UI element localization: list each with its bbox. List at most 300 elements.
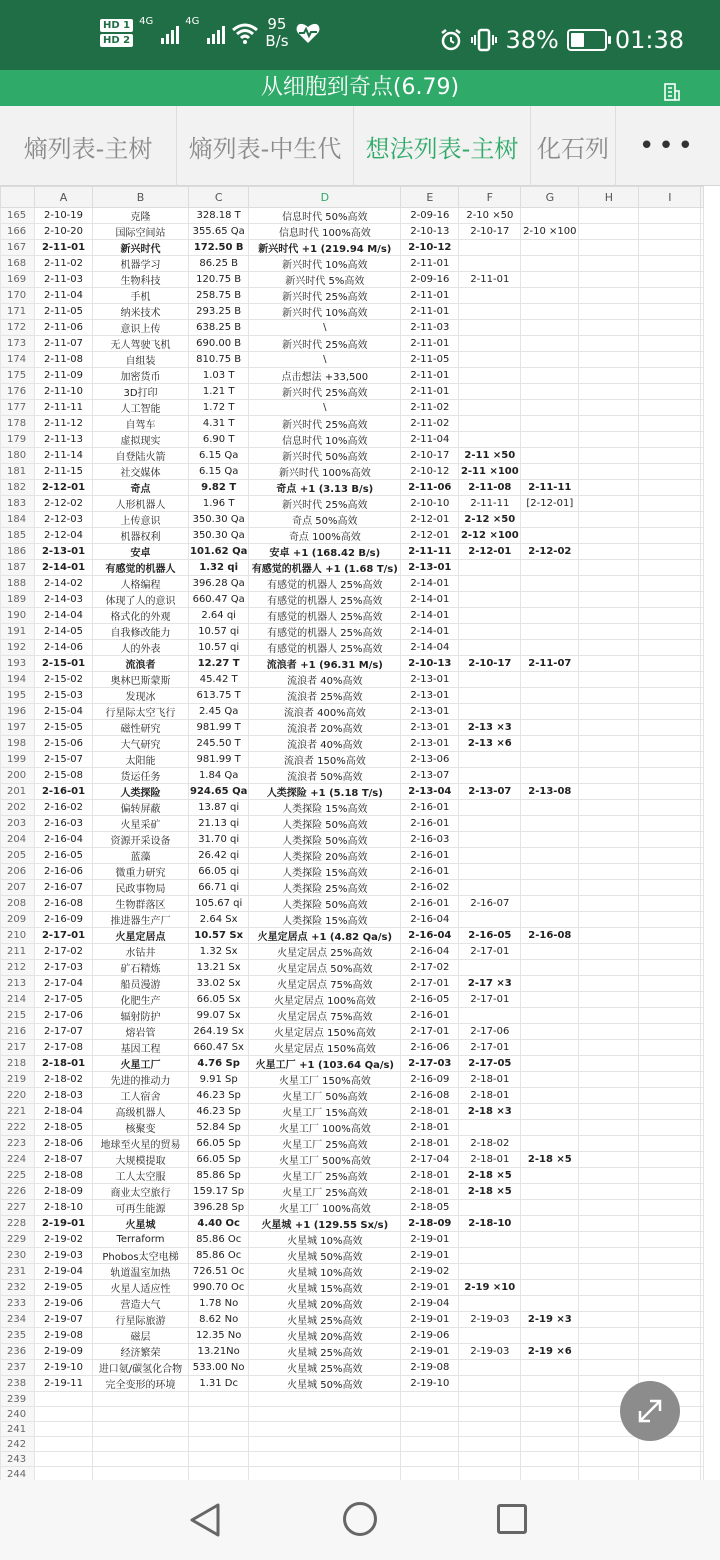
cell-a[interactable] bbox=[35, 1407, 93, 1422]
cell-c[interactable]: 9.91 Sp bbox=[189, 1072, 249, 1088]
cell-j[interactable] bbox=[701, 1407, 704, 1422]
cell-i[interactable] bbox=[639, 688, 701, 704]
cell-d[interactable] bbox=[249, 1422, 401, 1437]
cell-f[interactable]: 2-17 ×3 bbox=[459, 976, 521, 992]
column-header-b[interactable]: B bbox=[93, 187, 189, 208]
cell-b[interactable]: 自组装 bbox=[93, 352, 189, 368]
cell-d[interactable]: 信息时代 10%高效 bbox=[249, 432, 401, 448]
cell-f[interactable]: 2-18 ×5 bbox=[459, 1184, 521, 1200]
cell-g[interactable] bbox=[521, 1296, 579, 1312]
cell-j[interactable] bbox=[701, 832, 704, 848]
cell-e[interactable]: 2-16-09 bbox=[401, 1072, 459, 1088]
cell-h[interactable] bbox=[579, 656, 639, 672]
row-number[interactable]: 226 bbox=[1, 1184, 35, 1200]
cell-a[interactable]: 2-16-05 bbox=[35, 848, 93, 864]
cell-f[interactable] bbox=[459, 624, 521, 640]
cell-j[interactable] bbox=[701, 544, 704, 560]
cell-b[interactable]: 大规模提取 bbox=[93, 1152, 189, 1168]
cell-c[interactable]: 1.32 Sx bbox=[189, 944, 249, 960]
row-number[interactable]: 237 bbox=[1, 1360, 35, 1376]
cell-b[interactable]: 火星城 bbox=[93, 1216, 189, 1232]
cell-c[interactable]: 13.87 qi bbox=[189, 800, 249, 816]
cell-f[interactable] bbox=[459, 1296, 521, 1312]
row-number[interactable]: 170 bbox=[1, 288, 35, 304]
cell-d[interactable] bbox=[249, 1407, 401, 1422]
cell-b[interactable]: 船员漫游 bbox=[93, 976, 189, 992]
row-number[interactable]: 220 bbox=[1, 1088, 35, 1104]
cell-d[interactable]: 人类探险 15%高效 bbox=[249, 912, 401, 928]
cell-j[interactable] bbox=[701, 1452, 704, 1467]
cell-f[interactable]: 2-17-05 bbox=[459, 1056, 521, 1072]
cell-i[interactable] bbox=[639, 272, 701, 288]
row-number[interactable]: 175 bbox=[1, 368, 35, 384]
cell-d[interactable]: 火星工厂 100%高效 bbox=[249, 1200, 401, 1216]
cell-c[interactable]: 245.50 T bbox=[189, 736, 249, 752]
cell-c[interactable]: 12.35 No bbox=[189, 1328, 249, 1344]
cell-c[interactable]: 8.62 No bbox=[189, 1312, 249, 1328]
cell-c[interactable]: 45.42 T bbox=[189, 672, 249, 688]
cell-h[interactable] bbox=[579, 448, 639, 464]
cell-i[interactable] bbox=[639, 240, 701, 256]
cell-a[interactable]: 2-19-02 bbox=[35, 1232, 93, 1248]
cell-f[interactable] bbox=[459, 1452, 521, 1467]
cell-a[interactable]: 2-15-04 bbox=[35, 704, 93, 720]
cell-j[interactable] bbox=[701, 1216, 704, 1232]
row-number[interactable]: 196 bbox=[1, 704, 35, 720]
cell-h[interactable] bbox=[579, 928, 639, 944]
cell-g[interactable] bbox=[521, 864, 579, 880]
cell-f[interactable]: 2-13 ×3 bbox=[459, 720, 521, 736]
cell-h[interactable] bbox=[579, 1452, 639, 1467]
cell-b[interactable]: 营造大气 bbox=[93, 1296, 189, 1312]
cell-c[interactable]: 12.27 T bbox=[189, 656, 249, 672]
cell-b[interactable]: 格式化的外观 bbox=[93, 608, 189, 624]
row-number[interactable]: 176 bbox=[1, 384, 35, 400]
cell-j[interactable] bbox=[701, 480, 704, 496]
cell-d[interactable]: 火星城 25%高效 bbox=[249, 1344, 401, 1360]
cell-f[interactable]: 2-18-01 bbox=[459, 1152, 521, 1168]
cell-g[interactable] bbox=[521, 256, 579, 272]
cell-g[interactable] bbox=[521, 288, 579, 304]
cell-g[interactable] bbox=[521, 640, 579, 656]
cell-f[interactable]: 2-11-01 bbox=[459, 272, 521, 288]
cell-i[interactable] bbox=[639, 1152, 701, 1168]
cell-e[interactable]: 2-16-04 bbox=[401, 928, 459, 944]
cell-d[interactable]: 火星工厂 25%高效 bbox=[249, 1136, 401, 1152]
cell-g[interactable] bbox=[521, 736, 579, 752]
cell-c[interactable]: 86.25 B bbox=[189, 256, 249, 272]
cell-e[interactable]: 2-18-01 bbox=[401, 1168, 459, 1184]
cell-d[interactable]: 安卓 +1 (168.42 B/s) bbox=[249, 544, 401, 560]
cell-f[interactable] bbox=[459, 560, 521, 576]
cell-d[interactable]: 流浪者 20%高效 bbox=[249, 720, 401, 736]
cell-c[interactable]: 4.40 Oc bbox=[189, 1216, 249, 1232]
cell-j[interactable] bbox=[701, 1200, 704, 1216]
cell-a[interactable]: 2-11-08 bbox=[35, 352, 93, 368]
cell-d[interactable]: 新兴时代 25%高效 bbox=[249, 496, 401, 512]
cell-j[interactable] bbox=[701, 528, 704, 544]
row-number[interactable]: 231 bbox=[1, 1264, 35, 1280]
cell-c[interactable]: 726.51 Oc bbox=[189, 1264, 249, 1280]
cell-f[interactable] bbox=[459, 304, 521, 320]
cell-g[interactable] bbox=[521, 816, 579, 832]
cell-h[interactable] bbox=[579, 400, 639, 416]
cell-g[interactable] bbox=[521, 1232, 579, 1248]
row-number[interactable]: 242 bbox=[1, 1437, 35, 1452]
cell-g[interactable] bbox=[521, 1024, 579, 1040]
cell-d[interactable]: 火星城 50%高效 bbox=[249, 1248, 401, 1264]
cell-e[interactable]: 2-11-05 bbox=[401, 352, 459, 368]
cell-h[interactable] bbox=[579, 1184, 639, 1200]
cell-b[interactable]: 磁性研究 bbox=[93, 720, 189, 736]
cell-c[interactable]: 533.00 No bbox=[189, 1360, 249, 1376]
cell-b[interactable]: 新兴时代 bbox=[93, 240, 189, 256]
cell-a[interactable]: 2-19-01 bbox=[35, 1216, 93, 1232]
cell-i[interactable] bbox=[639, 816, 701, 832]
cell-a[interactable]: 2-15-02 bbox=[35, 672, 93, 688]
cell-d[interactable]: 有感觉的机器人 25%高效 bbox=[249, 608, 401, 624]
cell-i[interactable] bbox=[639, 960, 701, 976]
cell-e[interactable]: 2-13-01 bbox=[401, 736, 459, 752]
cell-d[interactable]: 流浪者 +1 (96.31 M/s) bbox=[249, 656, 401, 672]
cell-i[interactable] bbox=[639, 304, 701, 320]
cell-c[interactable]: 293.25 B bbox=[189, 304, 249, 320]
cell-h[interactable] bbox=[579, 1200, 639, 1216]
row-number[interactable]: 210 bbox=[1, 928, 35, 944]
cell-d[interactable]: 火星工厂 25%高效 bbox=[249, 1168, 401, 1184]
cell-e[interactable]: 2-19-10 bbox=[401, 1376, 459, 1392]
row-number[interactable]: 165 bbox=[1, 208, 35, 224]
cell-e[interactable]: 2-11-02 bbox=[401, 416, 459, 432]
cell-g[interactable] bbox=[521, 576, 579, 592]
cell-d[interactable]: 流浪者 50%高效 bbox=[249, 768, 401, 784]
cell-e[interactable]: 2-14-01 bbox=[401, 608, 459, 624]
row-number[interactable]: 199 bbox=[1, 752, 35, 768]
row-number[interactable]: 234 bbox=[1, 1312, 35, 1328]
cell-a[interactable]: 2-15-07 bbox=[35, 752, 93, 768]
cell-h[interactable] bbox=[579, 1024, 639, 1040]
cell-a[interactable]: 2-11-13 bbox=[35, 432, 93, 448]
cell-i[interactable] bbox=[639, 1184, 701, 1200]
cell-a[interactable]: 2-11-09 bbox=[35, 368, 93, 384]
cell-j[interactable] bbox=[701, 800, 704, 816]
cell-d[interactable]: 火星定居点 75%高效 bbox=[249, 976, 401, 992]
cell-b[interactable]: 工人太空服 bbox=[93, 1168, 189, 1184]
cell-j[interactable] bbox=[701, 1422, 704, 1437]
cell-c[interactable]: 1.21 T bbox=[189, 384, 249, 400]
row-number[interactable]: 216 bbox=[1, 1024, 35, 1040]
cell-c[interactable] bbox=[189, 1392, 249, 1407]
cell-j[interactable] bbox=[701, 368, 704, 384]
cell-c[interactable]: 52.84 Sp bbox=[189, 1120, 249, 1136]
row-number[interactable]: 171 bbox=[1, 304, 35, 320]
cell-j[interactable] bbox=[701, 512, 704, 528]
cell-e[interactable]: 2-17-04 bbox=[401, 1152, 459, 1168]
cell-a[interactable]: 2-11-05 bbox=[35, 304, 93, 320]
cell-e[interactable] bbox=[401, 1452, 459, 1467]
cell-i[interactable] bbox=[639, 208, 701, 224]
row-number[interactable]: 173 bbox=[1, 336, 35, 352]
cell-j[interactable] bbox=[701, 912, 704, 928]
cell-j[interactable] bbox=[701, 1232, 704, 1248]
cell-c[interactable]: 66.05 qi bbox=[189, 864, 249, 880]
cell-h[interactable] bbox=[579, 1360, 639, 1376]
cell-f[interactable] bbox=[459, 608, 521, 624]
cell-i[interactable] bbox=[639, 480, 701, 496]
cell-f[interactable]: 2-16-07 bbox=[459, 896, 521, 912]
row-number[interactable]: 213 bbox=[1, 976, 35, 992]
cell-c[interactable]: 31.70 qi bbox=[189, 832, 249, 848]
cell-h[interactable] bbox=[579, 1104, 639, 1120]
cell-f[interactable] bbox=[459, 1422, 521, 1437]
cell-j[interactable] bbox=[701, 640, 704, 656]
tab-ideas-main[interactable] bbox=[354, 106, 531, 186]
cell-g[interactable] bbox=[521, 384, 579, 400]
more-tabs-button[interactable] bbox=[616, 106, 720, 186]
cell-j[interactable] bbox=[701, 1104, 704, 1120]
cell-h[interactable] bbox=[579, 320, 639, 336]
cell-g[interactable] bbox=[521, 1328, 579, 1344]
cell-f[interactable]: 2-10-17 bbox=[459, 656, 521, 672]
cell-a[interactable]: 2-11-06 bbox=[35, 320, 93, 336]
cell-g[interactable] bbox=[521, 1104, 579, 1120]
cell-d[interactable]: 信息时代 50%高效 bbox=[249, 208, 401, 224]
cell-h[interactable] bbox=[579, 1328, 639, 1344]
cell-a[interactable]: 2-17-03 bbox=[35, 960, 93, 976]
cell-i[interactable] bbox=[639, 1120, 701, 1136]
row-number[interactable]: 228 bbox=[1, 1216, 35, 1232]
cell-a[interactable]: 2-18-07 bbox=[35, 1152, 93, 1168]
cell-j[interactable] bbox=[701, 352, 704, 368]
row-number[interactable]: 209 bbox=[1, 912, 35, 928]
cell-c[interactable]: 2.64 qi bbox=[189, 608, 249, 624]
row-number[interactable]: 235 bbox=[1, 1328, 35, 1344]
cell-c[interactable]: 810.75 B bbox=[189, 352, 249, 368]
row-number[interactable]: 204 bbox=[1, 832, 35, 848]
recent-apps-square-icon[interactable] bbox=[497, 1504, 527, 1534]
cell-e[interactable]: 2-11-01 bbox=[401, 304, 459, 320]
cell-a[interactable]: 2-18-04 bbox=[35, 1104, 93, 1120]
cell-j[interactable] bbox=[701, 864, 704, 880]
cell-c[interactable]: 350.30 Qa bbox=[189, 528, 249, 544]
cell-h[interactable] bbox=[579, 1088, 639, 1104]
cell-a[interactable]: 2-18-01 bbox=[35, 1056, 93, 1072]
cell-i[interactable] bbox=[639, 512, 701, 528]
cell-c[interactable]: 33.02 Sx bbox=[189, 976, 249, 992]
cell-e[interactable]: 2-11-02 bbox=[401, 400, 459, 416]
cell-a[interactable]: 2-12-04 bbox=[35, 528, 93, 544]
cell-c[interactable]: 13.21 Sx bbox=[189, 960, 249, 976]
cell-a[interactable]: 2-18-09 bbox=[35, 1184, 93, 1200]
cell-d[interactable]: 点击想法 +33,500 bbox=[249, 368, 401, 384]
row-number[interactable]: 183 bbox=[1, 496, 35, 512]
cell-f[interactable]: 2-18-01 bbox=[459, 1088, 521, 1104]
cell-a[interactable]: 2-14-01 bbox=[35, 560, 93, 576]
cell-i[interactable] bbox=[639, 720, 701, 736]
cell-c[interactable]: 6.15 Qa bbox=[189, 448, 249, 464]
cell-b[interactable]: 大气研究 bbox=[93, 736, 189, 752]
cell-g[interactable] bbox=[521, 944, 579, 960]
cell-a[interactable]: 2-17-06 bbox=[35, 1008, 93, 1024]
cell-f[interactable] bbox=[459, 640, 521, 656]
cell-d[interactable]: 火星城 50%高效 bbox=[249, 1376, 401, 1392]
cell-j[interactable] bbox=[701, 1392, 704, 1407]
cell-i[interactable] bbox=[639, 1312, 701, 1328]
cell-g[interactable] bbox=[521, 1407, 579, 1422]
cell-a[interactable]: 2-13-01 bbox=[35, 544, 93, 560]
cell-b[interactable]: 人的外表 bbox=[93, 640, 189, 656]
cell-i[interactable] bbox=[639, 1072, 701, 1088]
cell-d[interactable]: 新兴时代 10%高效 bbox=[249, 304, 401, 320]
cell-c[interactable]: 26.42 qi bbox=[189, 848, 249, 864]
cell-e[interactable]: 2-13-01 bbox=[401, 704, 459, 720]
cell-d[interactable]: 人类探险 15%高效 bbox=[249, 800, 401, 816]
cell-j[interactable] bbox=[701, 400, 704, 416]
cell-f[interactable] bbox=[459, 1376, 521, 1392]
cell-h[interactable] bbox=[579, 240, 639, 256]
cell-a[interactable]: 2-19-05 bbox=[35, 1280, 93, 1296]
cell-f[interactable] bbox=[459, 1120, 521, 1136]
row-number[interactable]: 185 bbox=[1, 528, 35, 544]
cell-b[interactable]: 推进器生产厂 bbox=[93, 912, 189, 928]
row-number[interactable]: 236 bbox=[1, 1344, 35, 1360]
cell-j[interactable] bbox=[701, 928, 704, 944]
cell-i[interactable] bbox=[639, 1168, 701, 1184]
row-number[interactable]: 214 bbox=[1, 992, 35, 1008]
row-number[interactable]: 241 bbox=[1, 1422, 35, 1437]
cell-c[interactable]: 120.75 B bbox=[189, 272, 249, 288]
row-number[interactable]: 194 bbox=[1, 672, 35, 688]
cell-d[interactable]: 人类探险 50%高效 bbox=[249, 816, 401, 832]
cell-f[interactable] bbox=[459, 768, 521, 784]
row-number[interactable]: 188 bbox=[1, 576, 35, 592]
cell-b[interactable]: 人工智能 bbox=[93, 400, 189, 416]
row-number[interactable]: 243 bbox=[1, 1452, 35, 1467]
cell-h[interactable] bbox=[579, 1008, 639, 1024]
cell-b[interactable]: 太阳能 bbox=[93, 752, 189, 768]
cell-b[interactable]: 自我修改能力 bbox=[93, 624, 189, 640]
cell-h[interactable] bbox=[579, 496, 639, 512]
cell-a[interactable]: 2-18-06 bbox=[35, 1136, 93, 1152]
cell-a[interactable]: 2-16-08 bbox=[35, 896, 93, 912]
cell-c[interactable]: 66.71 qi bbox=[189, 880, 249, 896]
cell-i[interactable] bbox=[639, 336, 701, 352]
cell-b[interactable]: 手机 bbox=[93, 288, 189, 304]
row-number[interactable]: 240 bbox=[1, 1407, 35, 1422]
row-number[interactable]: 229 bbox=[1, 1232, 35, 1248]
cell-b[interactable]: 奥林巴斯蒙斯 bbox=[93, 672, 189, 688]
cell-e[interactable]: 2-16-05 bbox=[401, 992, 459, 1008]
cell-f[interactable] bbox=[459, 1200, 521, 1216]
cell-b[interactable]: 水钻井 bbox=[93, 944, 189, 960]
cell-c[interactable]: 66.05 Sp bbox=[189, 1136, 249, 1152]
cell-i[interactable] bbox=[639, 368, 701, 384]
row-number[interactable]: 224 bbox=[1, 1152, 35, 1168]
cell-d[interactable]: 人类探险 50%高效 bbox=[249, 896, 401, 912]
cell-g[interactable] bbox=[521, 1200, 579, 1216]
cell-g[interactable] bbox=[521, 976, 579, 992]
cell-j[interactable] bbox=[701, 736, 704, 752]
cell-f[interactable]: 2-11-11 bbox=[459, 496, 521, 512]
cell-a[interactable]: 2-17-08 bbox=[35, 1040, 93, 1056]
cell-c[interactable]: 1.96 T bbox=[189, 496, 249, 512]
cell-g[interactable] bbox=[521, 672, 579, 688]
row-number[interactable]: 198 bbox=[1, 736, 35, 752]
cell-i[interactable] bbox=[639, 880, 701, 896]
cell-c[interactable]: 85.86 Oc bbox=[189, 1232, 249, 1248]
row-number[interactable]: 215 bbox=[1, 1008, 35, 1024]
cell-e[interactable]: 2-19-04 bbox=[401, 1296, 459, 1312]
cell-j[interactable] bbox=[701, 1024, 704, 1040]
cell-a[interactable]: 2-19-10 bbox=[35, 1360, 93, 1376]
cell-i[interactable] bbox=[639, 784, 701, 800]
cell-d[interactable]: 新兴时代 10%高效 bbox=[249, 256, 401, 272]
cell-i[interactable] bbox=[639, 384, 701, 400]
cell-h[interactable] bbox=[579, 432, 639, 448]
cell-c[interactable]: 660.47 Qa bbox=[189, 592, 249, 608]
cell-j[interactable] bbox=[701, 704, 704, 720]
cell-a[interactable]: 2-10-20 bbox=[35, 224, 93, 240]
cell-e[interactable]: 2-12-01 bbox=[401, 528, 459, 544]
cell-b[interactable]: 可再生能源 bbox=[93, 1200, 189, 1216]
cell-e[interactable]: 2-11-03 bbox=[401, 320, 459, 336]
cell-b[interactable]: 加密货币 bbox=[93, 368, 189, 384]
cell-g[interactable]: 2-19 ×3 bbox=[521, 1312, 579, 1328]
cell-e[interactable]: 2-13-01 bbox=[401, 720, 459, 736]
cell-f[interactable] bbox=[459, 1437, 521, 1452]
row-number[interactable]: 218 bbox=[1, 1056, 35, 1072]
cell-c[interactable]: 396.28 Sp bbox=[189, 1200, 249, 1216]
cell-d[interactable]: 人类探险 25%高效 bbox=[249, 880, 401, 896]
row-number[interactable]: 223 bbox=[1, 1136, 35, 1152]
cell-h[interactable] bbox=[579, 720, 639, 736]
cell-d[interactable]: 火星工厂 150%高效 bbox=[249, 1072, 401, 1088]
cell-g[interactable] bbox=[521, 768, 579, 784]
cell-a[interactable] bbox=[35, 1392, 93, 1407]
row-number[interactable]: 166 bbox=[1, 224, 35, 240]
cell-i[interactable] bbox=[639, 416, 701, 432]
cell-b[interactable]: 自登陆火箭 bbox=[93, 448, 189, 464]
cell-f[interactable] bbox=[459, 1328, 521, 1344]
cell-b[interactable]: 进口氨/碳氢化合物 bbox=[93, 1360, 189, 1376]
cell-h[interactable] bbox=[579, 992, 639, 1008]
cell-j[interactable] bbox=[701, 560, 704, 576]
cell-g[interactable]: 2-11-11 bbox=[521, 480, 579, 496]
cell-h[interactable] bbox=[579, 560, 639, 576]
cell-j[interactable] bbox=[701, 1056, 704, 1072]
cell-h[interactable] bbox=[579, 816, 639, 832]
cell-g[interactable] bbox=[521, 1056, 579, 1072]
cell-i[interactable] bbox=[639, 640, 701, 656]
row-number[interactable]: 202 bbox=[1, 800, 35, 816]
cell-a[interactable]: 2-15-06 bbox=[35, 736, 93, 752]
cell-b[interactable]: 先进的推动力 bbox=[93, 1072, 189, 1088]
cell-h[interactable] bbox=[579, 544, 639, 560]
cell-h[interactable] bbox=[579, 864, 639, 880]
cell-j[interactable] bbox=[701, 1312, 704, 1328]
cell-g[interactable] bbox=[521, 800, 579, 816]
cell-i[interactable] bbox=[639, 800, 701, 816]
cell-b[interactable]: 火星工厂 bbox=[93, 1056, 189, 1072]
cell-b[interactable]: 微重力研究 bbox=[93, 864, 189, 880]
cell-g[interactable] bbox=[521, 272, 579, 288]
cell-b[interactable]: Terraform bbox=[93, 1232, 189, 1248]
cell-e[interactable]: 2-18-05 bbox=[401, 1200, 459, 1216]
row-number[interactable]: 221 bbox=[1, 1104, 35, 1120]
cell-f[interactable] bbox=[459, 288, 521, 304]
cell-i[interactable] bbox=[639, 608, 701, 624]
cell-a[interactable]: 2-19-06 bbox=[35, 1296, 93, 1312]
